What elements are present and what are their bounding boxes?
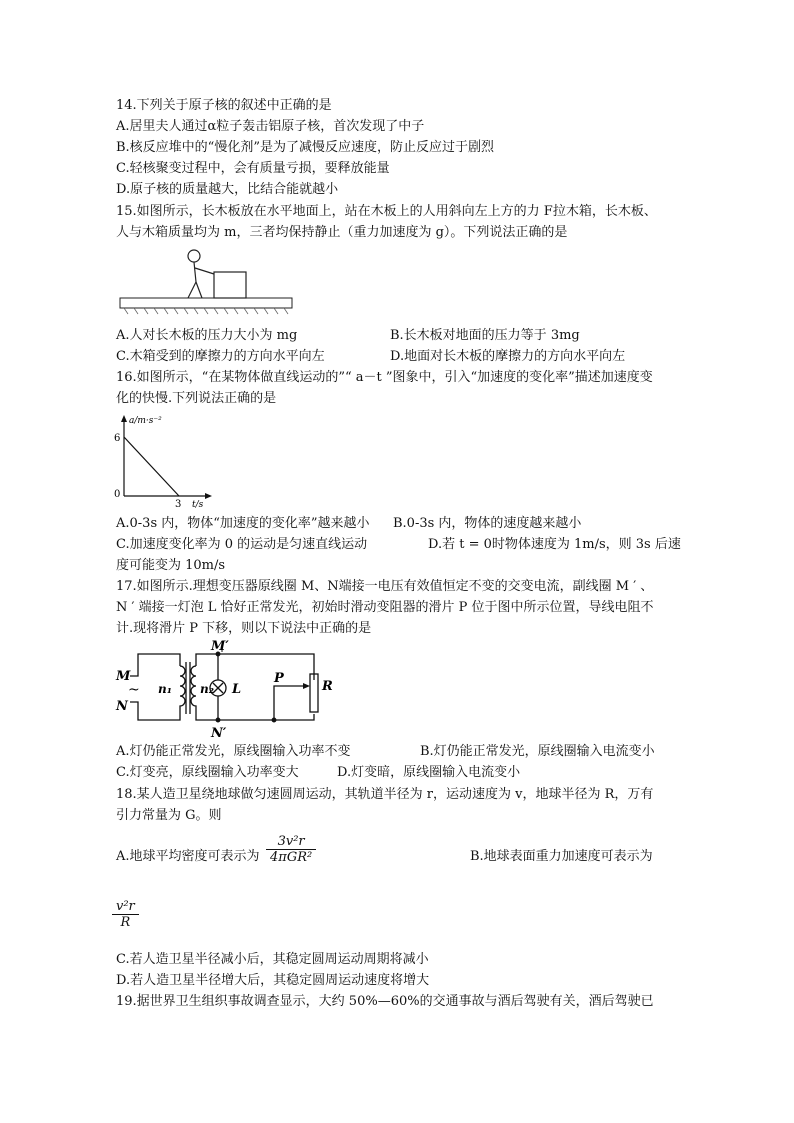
fraction-b-denominator: R	[120, 915, 131, 930]
label-resistor-r: R	[322, 679, 333, 694]
q14-option-a: A.居里夫人通过α粒子轰击铝原子核，首次发现了中子	[116, 119, 425, 134]
q16-option-d-line2: 度可能变为 10m/s	[116, 558, 226, 573]
graph-origin: 0	[114, 489, 121, 500]
label-n2: n₂	[200, 682, 214, 696]
q17-option-b: B.灯仍能正常发光，原线圈输入电流变小	[420, 744, 655, 759]
q16-option-b: B.0-3s 内，物体的速度越来越小	[393, 516, 582, 531]
q15-stem-line2: 人与木箱质量均为 m，三者均保持静止（重力加速度为 g）。下列说法正确的是	[116, 225, 568, 240]
q19-stem-line1: 19.据世界卫生组织事故调查显示，大约 50%—60%的交通事故与酒后驾驶有关，酒后驾驶已	[116, 994, 654, 1009]
ac-source-symbol: ~	[128, 682, 140, 698]
q15-option-d: D.地面对长木板的摩擦力的方向水平向左	[390, 349, 626, 364]
q18-option-b-fraction	[112, 899, 139, 930]
q15-option-c: C.木箱受到的摩擦力的方向水平向左	[116, 349, 325, 364]
q17-stem-line1: 17.如图所示.理想变压器原线圈 M、N端接一电压有效值恒定不变的交变电流，副线圈 M ′ 、	[116, 579, 654, 594]
graph-y-value-6: 6	[114, 433, 121, 444]
q16-option-d-line1: D.若 t = 0时物体速度为 1m/s，则 3s 后速	[428, 537, 681, 552]
fraction-b-numerator: v²r	[112, 899, 139, 915]
q17-option-c: C.灯变亮，原线圈输入功率变大	[116, 765, 299, 780]
label-m-prime: M′	[211, 639, 229, 654]
label-n-prime: N′	[211, 726, 227, 738]
q14-option-d: D.原子核的质量越大，比结合能就越小	[116, 182, 339, 197]
q16-option-c: C.加速度变化率为 0 的运动是匀速直线运动	[116, 537, 368, 552]
q14-option-b: B.核反应堆中的“慢化剂”是为了减慢反应速度，防止反应过于剧烈	[116, 140, 494, 155]
q18-stem-line2: 引力常量为 G。则	[116, 808, 222, 823]
q16-stem-line2: 化的快慢.下列说法正确的是	[116, 391, 277, 406]
q15-option-b: B.长木板对地面的压力等于 3mg	[390, 328, 580, 343]
q15-figure-person-board-box	[116, 248, 296, 316]
label-n1: n₁	[158, 682, 172, 696]
q16-stem-line1: 16.如图所示，“在某物体做直线运动的”“ a－t ”图象中，引入“加速度的变化率”描述加速度变	[116, 370, 653, 385]
q17-option-d: D.灯变暗，原线圈输入电流变小	[337, 765, 521, 780]
q18-stem-line1: 18.某人造卫星绕地球做匀速圆周运动，其轨道半径为 r，运动速度为 v，地球半径为 R，万有	[116, 787, 654, 802]
fraction-a-numerator: 3v²r	[266, 834, 316, 850]
q15-option-a: A.人对长木板的压力大小为 mg	[116, 328, 298, 343]
q16-at-graph	[112, 410, 222, 510]
q17-stem-line2: N ′ 端接一灯泡 L 恰好正常发光，初始时滑动变阻器的滑片 P 位于图中所示位置，导线电阻不	[116, 600, 654, 615]
q18-option-a: A.地球平均密度可表示为	[116, 849, 260, 864]
fraction-a-denominator: 4πGR²	[270, 850, 313, 865]
q16-option-a: A.0-3s 内，物体“加速度的变化率”越来越小	[116, 516, 370, 531]
q14-option-c: C.轻核聚变过程中，会有质量亏损，要释放能量	[116, 161, 390, 176]
q17-stem-line3: 计.现将滑片 P 下移，则以下说法中正确的是	[116, 621, 372, 636]
q18-option-d: D.若人造卫星半径增大后，其稳定圆周运动速度将增大	[116, 973, 430, 988]
label-slider-p: P	[274, 671, 284, 686]
graph-x-axis-label: t/s	[192, 500, 204, 510]
graph-x-value-3: 3	[175, 499, 182, 510]
q15-stem-line1: 15.如图所示，长木板放在水平地面上，站在木板上的人用斜向左上方的力 F拉木箱，长木板、	[116, 204, 657, 219]
q18-option-b: B.地球表面重力加速度可表示为	[470, 849, 653, 864]
label-m: M	[116, 669, 131, 684]
q17-transformer-circuit	[114, 638, 334, 738]
label-n: N	[116, 699, 128, 714]
graph-y-axis-label: a/m·s⁻²	[129, 416, 162, 426]
q17-option-a: A.灯仍能正常发光，原线圈输入功率不变	[116, 744, 351, 759]
q14-stem: 14.下列关于原子核的叙述中正确的是	[116, 98, 332, 113]
q18-option-a-fraction	[266, 834, 316, 865]
label-lamp-l: L	[232, 682, 242, 697]
q18-option-c: C.若人造卫星半径减小后，其稳定圆周运动周期将减小	[116, 952, 429, 967]
